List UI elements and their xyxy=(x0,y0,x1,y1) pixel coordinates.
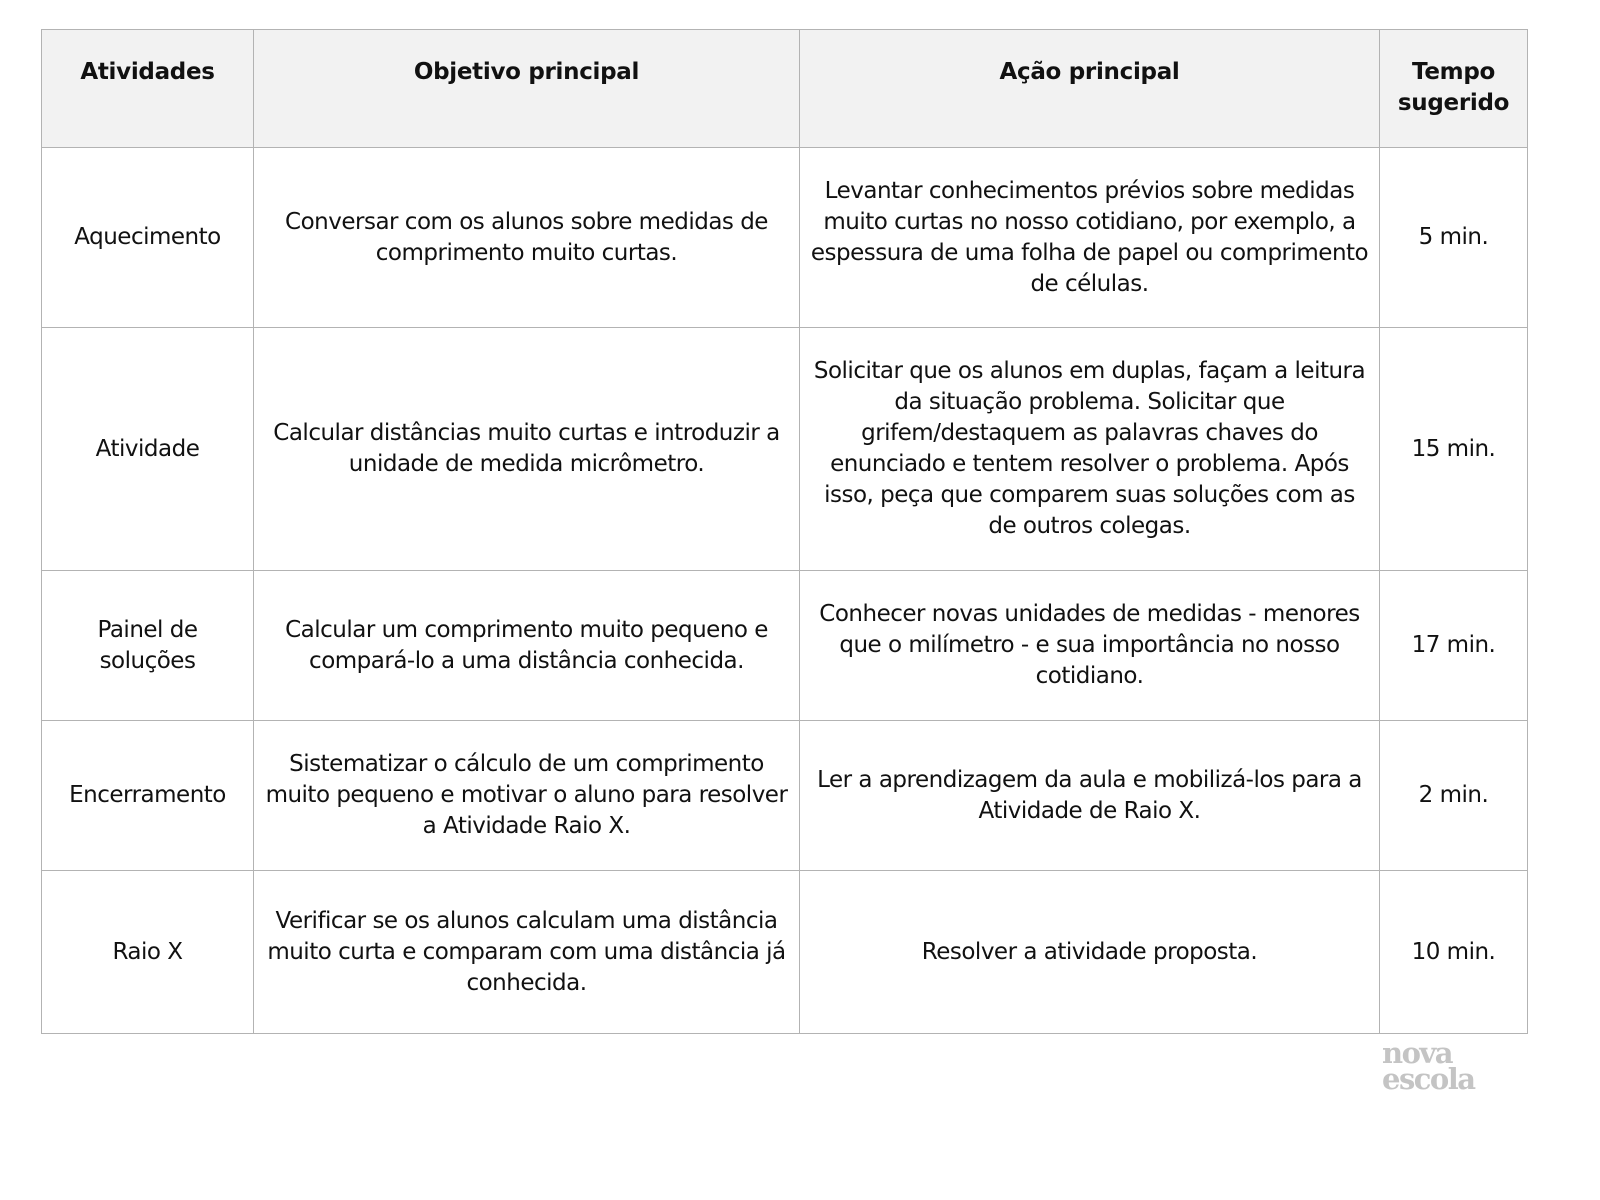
cell-atividade: Encerramento xyxy=(42,721,254,871)
table-row xyxy=(42,721,1528,871)
cell-acao: Resolver a atividade proposta. xyxy=(800,871,1380,1034)
cell-objetivo: Calcular distâncias muito curtas e introduzir a unidade de medida micrômetro. xyxy=(254,328,800,571)
cell-tempo: 17 min. xyxy=(1380,571,1528,721)
header-row xyxy=(42,30,1528,148)
cell-acao: Levantar conhecimentos prévios sobre medidas muito curtas no nosso cotidiano, por exemplo, a espessura de uma folha de papel ou comprimento de células. xyxy=(800,148,1380,328)
cell-atividade: Painel de soluções xyxy=(42,571,254,721)
table-body xyxy=(42,148,1528,1034)
cell-tempo: 15 min. xyxy=(1380,328,1528,571)
header-acao: Ação principal xyxy=(800,30,1380,148)
cell-tempo: 2 min. xyxy=(1380,721,1528,871)
table-row xyxy=(42,571,1528,721)
cell-objetivo: Conversar com os alunos sobre medidas de comprimento muito curtas. xyxy=(254,148,800,328)
cell-atividade: Atividade xyxy=(42,328,254,571)
cell-objetivo: Verificar se os alunos calculam uma distância muito curta e comparam com uma distância já conhecida. xyxy=(254,871,800,1034)
cell-objetivo: Calcular um comprimento muito pequeno e compará-lo a uma distância conhecida. xyxy=(254,571,800,721)
cell-acao: Solicitar que os alunos em duplas, façam a leitura da situação problema. Solicitar que grifem/destaquem as palavras chaves do enunciado e tentem resolver o problema. Após isso, peça que comparem suas soluções com as de outros colegas. xyxy=(800,328,1380,571)
cell-objetivo: Sistematizar o cálculo de um comprimento muito pequeno e motivar o aluno para resolver a Atividade Raio X. xyxy=(254,721,800,871)
logo-line-nova: nova xyxy=(1382,1036,1453,1070)
nova-escola-logo xyxy=(1382,1036,1494,1096)
table-row xyxy=(42,871,1528,1034)
cell-tempo: 10 min. xyxy=(1380,871,1528,1034)
cell-atividade: Raio X xyxy=(42,871,254,1034)
header-atividades: Atividades xyxy=(42,30,254,148)
logo-line-escola: escola xyxy=(1382,1062,1475,1096)
table-row xyxy=(42,328,1528,571)
table-header xyxy=(42,30,1528,148)
table-row xyxy=(42,148,1528,328)
header-tempo: Tempo sugerido xyxy=(1380,30,1528,148)
cell-tempo: 5 min. xyxy=(1380,148,1528,328)
lesson-plan-table xyxy=(41,29,1528,1034)
cell-acao: Ler a aprendizagem da aula e mobilizá-los para a Atividade de Raio X. xyxy=(800,721,1380,871)
cell-acao: Conhecer novas unidades de medidas - menores que o milímetro - e sua importância no nosso cotidiano. xyxy=(800,571,1380,721)
header-objetivo: Objetivo principal xyxy=(254,30,800,148)
cell-atividade: Aquecimento xyxy=(42,148,254,328)
